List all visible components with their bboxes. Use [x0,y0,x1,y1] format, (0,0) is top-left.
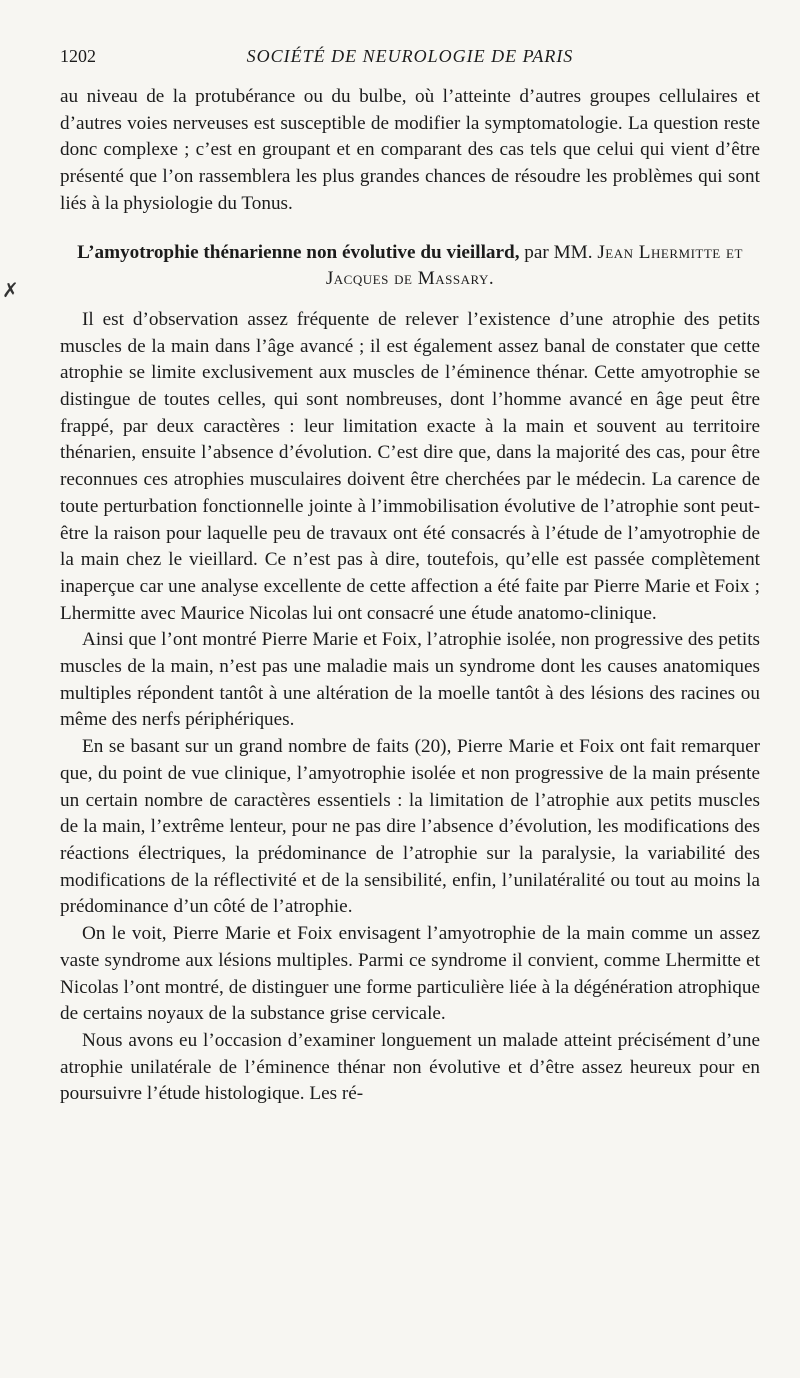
article-heading [60,240,760,293]
margin-annotation-mark: ✗ [2,278,19,302]
body-text [60,84,760,1108]
article-title: L’amyotrophie thénarienne non évolutive du vieillard, [77,241,520,263]
page-header [60,46,760,72]
article-by: par MM. [524,241,593,263]
paragraph: Nous avons eu l’occasion d’examiner longuement un malade atteint précisément d’une atrophie unilatérale de l’éminence thénar non évolutive et d’être assez heureux pour en poursuivre l’étude histologique. Les ré- [60,1029,760,1105]
paragraph-continued: au niveau de la protubérance ou du bulbe, où l’atteinte d’autres groupes cellulaires et d’autres voies nerveuses est susceptible de modifier la symptomatologie. La question reste donc complexe ; c’est en groupant et en comparant des cas tels que celui qui vient d’être présenté que l’on rassemblera les plus grandes chances de résoudre les problèmes qui sont liés à la physiologie du Tonus. [60,86,760,214]
running-title: SOCIÉTÉ DE NEUROLOGIE DE PARIS [246,46,574,66]
paragraph: On le voit, Pierre Marie et Foix envisagent l’amyotrophie de la main comme un assez vaste syndrome aux lésions multiples. Parmi ce syndrome il convient, comme Lhermitte et Nicolas l’ont montré, de distinguer une forme particulière liée à la dégénération atrophique de certains noyaux de la substance grise cervicale. [60,923,760,1025]
paragraph: Ainsi que l’ont montré Pierre Marie et Foix, l’atrophie isolée, non progressive des petits muscles de la main, n’est pas une maladie mais un syndrome dont les causes anatomiques multiples répondent tantôt à une altération de la moelle tantôt à des lésions des racines ou même des nerfs périphériques. [60,629,760,731]
article-authors: Jean Lhermitte et Jacques de Massary. [325,241,743,290]
paragraph: En se basant sur un grand nombre de faits (20), Pierre Marie et Foix ont fait remarquer que, du point de vue clinique, l’amyotrophie isolée et non progressive de la main présente un certain nombre de caractères essentiels : la limitation de l’atrophie aux petits muscles de la main, l’extrême lenteur, pour ne pas dire l’absence d’évolution, les modifications des réactions électriques, la prédominance de l’atrophie sur la paralysie, la variabilité des modifications de la réflectivité et de la sensibilité, enfin, l’unilatéralité ou tout au moins la prédominance d’un côté de l’atrophie. [60,736,760,918]
page-number: 1202 [60,46,96,66]
paragraph: Il est d’observation assez fréquente de relever l’existence d’une atrophie des petits muscles de la main dans l’âge avancé ; il est également assez banal de constater que cette atrophie se limite exclusivement aux muscles de l’éminence thénar. Cette amyotrophie se distingue de toutes celles, qui sont nombreuses, dont l’homme avancé en âge peut être frappé, par deux caractères : leur limitation exacte à la main et souvent au territoire thénarien, ensuite l’absence d’évolution. C’est dire que, dans la majorité des cas, pour être reconnues ces atrophies musculaires doivent être cherchées par le médecin. La carence de toute perturbation fonctionnelle jointe à l’immobilisation évolutive de l’atrophie sont peut-être la raison pour laquelle peu de travaux ont été consacrés à l’étude de l’amyotrophie de la main chez le vieillard. Ce n’est pas à dire, toutefois, qu’elle est passée complètement inaperçue car une analyse excellente de cette affection a été faite par Pierre Marie et Foix ; Lhermitte avec Maurice Nicolas lui ont consacré une étude anatomo-clinique. [60,308,760,624]
